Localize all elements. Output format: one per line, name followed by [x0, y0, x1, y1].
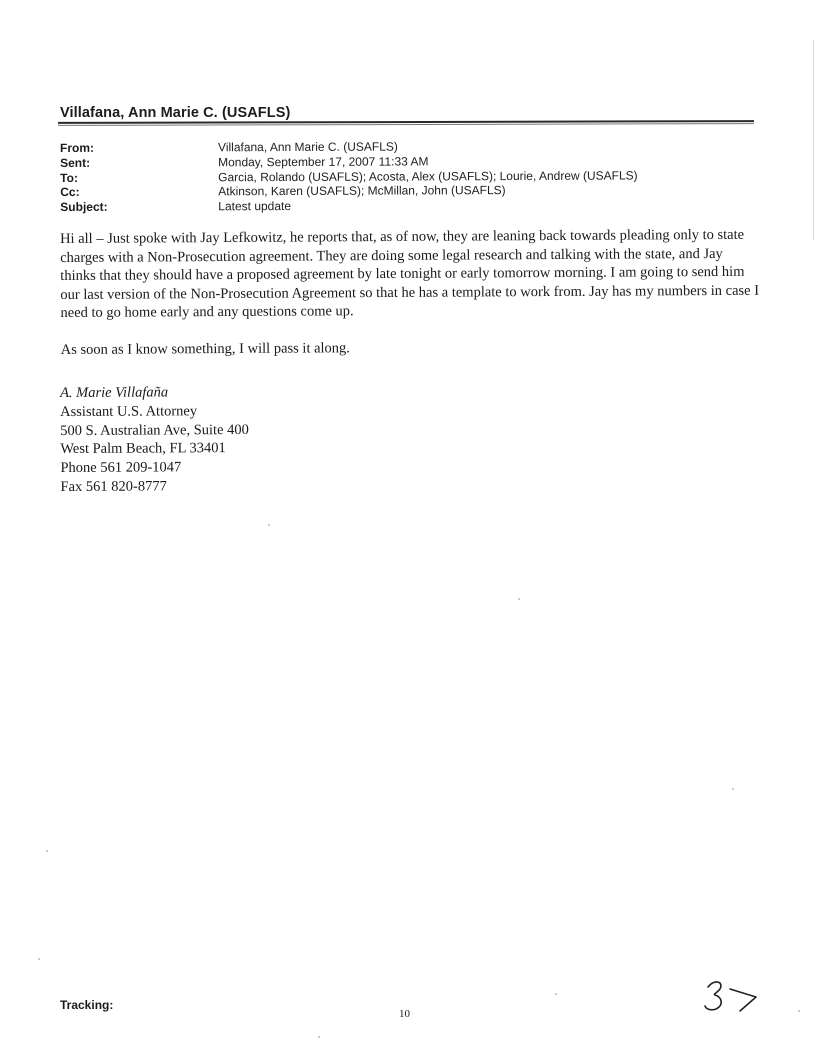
- signature-fax: Fax 561 820-8777: [60, 478, 167, 495]
- scan-speck: [555, 993, 557, 995]
- signature-address-line1: 500 S. Australian Ave, Suite 400: [60, 421, 249, 439]
- email-body: [60, 226, 761, 360]
- page-edge-line: [813, 40, 814, 240]
- scan-speck: [798, 1010, 800, 1012]
- page-number: 10: [399, 1008, 410, 1020]
- scan-speck: [38, 958, 40, 960]
- sent-value: Monday, September 17, 2007 11:33 AM: [218, 154, 429, 170]
- scan-speck: [268, 524, 270, 526]
- header-row-subject: [60, 198, 638, 215]
- to-label: To:: [60, 170, 78, 185]
- signature-block: [60, 383, 249, 497]
- from-label: From:: [60, 140, 95, 155]
- scan-speck: [46, 850, 48, 852]
- scan-speck: [518, 598, 520, 600]
- handwritten-mark: [700, 975, 770, 1020]
- signature-name: A. Marie Villafaña: [60, 384, 169, 401]
- signature-title: Assistant U.S. Attorney: [60, 403, 198, 420]
- subject-label: Subject:: [60, 199, 108, 215]
- email-header: [60, 138, 638, 215]
- handwritten-digit-7: [730, 989, 756, 1011]
- tracking-label: Tracking:: [60, 998, 114, 1012]
- scan-speck: [318, 1036, 320, 1038]
- signature-phone: Phone 561 209-1047: [60, 459, 182, 477]
- signature-address-line2: West Palm Beach, FL 33401: [60, 440, 226, 458]
- subject-value: Latest update: [218, 199, 292, 214]
- body-paragraph: As soon as I know something, I will pass it along.: [60, 340, 350, 358]
- body-paragraph: Hi all – Just spoke with Jay Lefkowitz, he reports that, as of now, they are leaning back towards pleading only to state charges with a Non-Prosecution agreement. They are doing some legal research and talking with the state, and Jay thinks that they should have a proposed agreement by late tonight or early tomorrow morning. I am going to send him our last version of the Non-Prosecution Agreement so that he has a template to work from. Jay has my numbers in case I need to go home early and any questions come up.: [60, 226, 760, 322]
- sent-label: Sent:: [60, 155, 91, 170]
- header-row-to: [60, 168, 638, 185]
- to-value: Garcia, Rolando (USAFLS); Acosta, Alex (USAFLS); Lourie, Andrew (USAFLS): [218, 168, 638, 184]
- cc-value: Atkinson, Karen (USAFLS); McMillan, John (USAFLS): [218, 183, 506, 199]
- handwritten-digit-3: [705, 982, 721, 1010]
- cc-label: Cc:: [60, 185, 80, 200]
- email-title: Villafana, Ann Marie C. (USAFLS): [60, 105, 291, 121]
- scan-speck: [732, 788, 734, 790]
- from-value: Villafana, Ann Marie C. (USAFLS): [217, 139, 398, 155]
